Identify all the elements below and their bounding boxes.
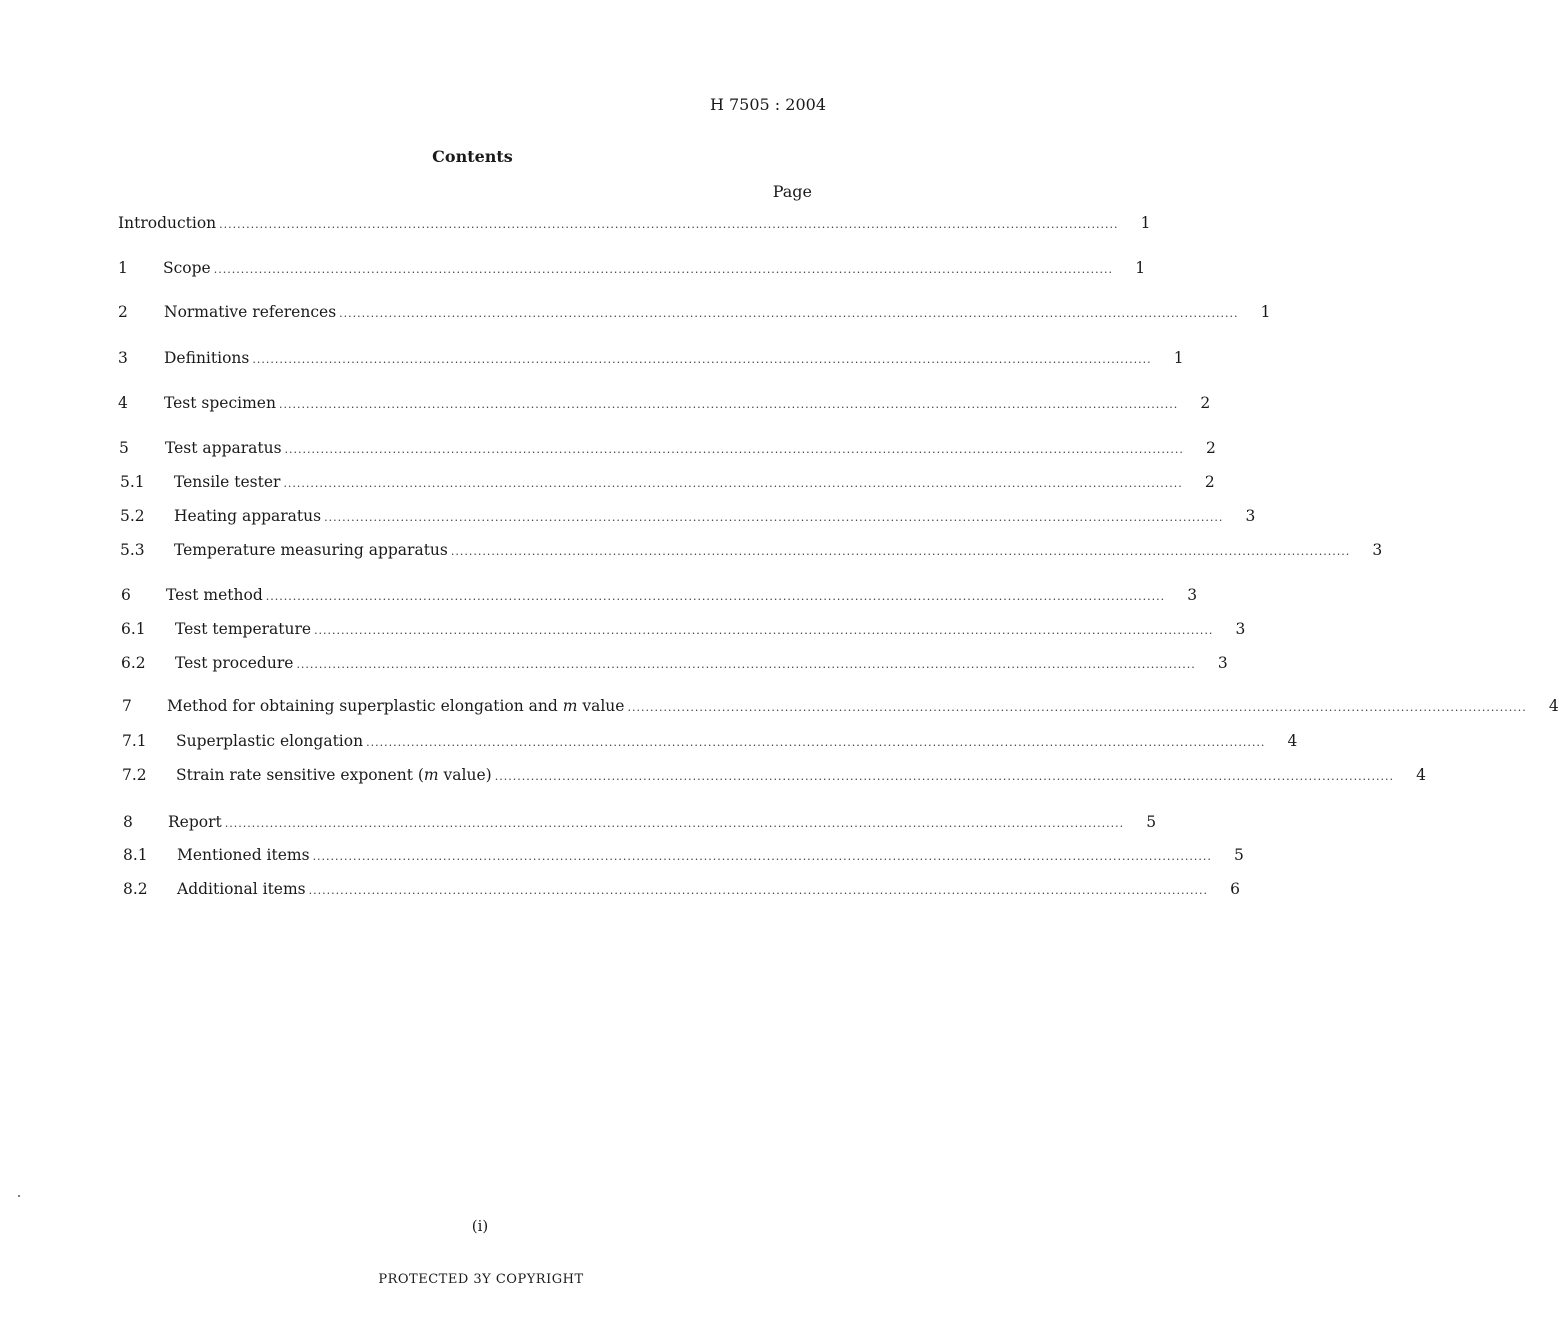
dot-leader: ........................................................................................................................................................................................................ <box>308 884 1208 897</box>
toc-entry-page: 3 <box>1235 620 1246 638</box>
toc-entry-page: 5 <box>1146 813 1157 831</box>
toc-entry-title: Report <box>168 813 222 831</box>
toc-entry-title: Test specimen <box>164 394 276 412</box>
toc-entry[interactable] <box>121 654 1228 674</box>
toc-entry-page: 2 <box>1200 394 1211 412</box>
toc-entry-title: Test method <box>166 586 263 604</box>
footer-page-number: (i) <box>471 1217 489 1235</box>
toc-entry-title: Superplastic elongation <box>176 732 364 750</box>
dot-leader: ........................................................................................................................................................................................................ <box>219 218 1119 231</box>
toc-entry-page: 3 <box>1217 654 1228 672</box>
toc-entry-title: Mentioned items <box>177 846 310 864</box>
toc-entry-page: 3 <box>1372 541 1383 559</box>
toc-entry-title: Temperature measuring apparatus <box>174 541 448 559</box>
toc-entry-number: 8 <box>123 813 133 831</box>
toc-entry[interactable] <box>122 766 1427 786</box>
toc-entry[interactable] <box>120 507 1256 527</box>
toc-entry[interactable] <box>119 439 1216 459</box>
toc-entry-title: Test procedure <box>175 654 294 672</box>
copyright-notice: PROTECTED 3Y COPYRIGHT <box>378 1272 584 1287</box>
toc-entry[interactable] <box>123 813 1157 833</box>
toc-entry-page: 4 <box>1548 697 1559 715</box>
dot-leader: ........................................................................................................................................................................................................ <box>278 398 1179 411</box>
toc-entry-page: 1 <box>1173 349 1184 367</box>
dot-leader: ........................................................................................................................................................................................................ <box>213 263 1114 276</box>
toc-entry-page: 1 <box>1260 303 1271 321</box>
dot-leader: ........................................................................................................................................................................................................ <box>252 353 1152 366</box>
toc-entry-title: Normative references <box>164 303 337 321</box>
toc-entry-page: 3 <box>1245 507 1256 525</box>
page-title: Contents <box>432 147 513 166</box>
toc-entry-number: 6.2 <box>121 654 146 672</box>
toc-entry-number: 7 <box>122 697 132 715</box>
dot-leader: ........................................................................................................................................................................................................ <box>314 624 1214 637</box>
dot-leader: ........................................................................................................................................................................................................ <box>339 307 1239 320</box>
scan-speck <box>18 1195 20 1197</box>
toc-entry[interactable] <box>122 697 1559 717</box>
dot-leader: ........................................................................................................................................................................................................ <box>312 850 1212 863</box>
toc-entry[interactable] <box>118 214 1151 234</box>
toc-entry-page: 5 <box>1234 846 1244 864</box>
toc-entry-title: Tensile tester <box>174 473 281 491</box>
toc-entry-number: 5 <box>119 439 129 457</box>
toc-entry-title: Additional items <box>177 880 306 898</box>
toc-entry-number: 6 <box>121 586 131 604</box>
toc-entry-title: Test apparatus <box>165 439 282 457</box>
toc-entry-title: Introduction <box>118 214 217 232</box>
toc-entry-page: 4 <box>1287 732 1298 750</box>
dot-leader: ........................................................................................................................................................................................................ <box>627 701 1527 714</box>
toc-entry[interactable] <box>121 586 1198 606</box>
toc-entry-page: 2 <box>1206 439 1216 457</box>
toc-entry-number: 7.1 <box>122 732 147 750</box>
toc-entry-number: 1 <box>118 259 128 277</box>
dot-leader: ........................................................................................................................................................................................................ <box>494 770 1395 783</box>
toc-entry-number: 2 <box>118 303 128 321</box>
toc-entry[interactable] <box>120 541 1383 561</box>
toc-entry-title: Method for obtaining superplastic elongation and m value <box>167 697 625 715</box>
dot-leader: ........................................................................................................................................................................................................ <box>265 590 1166 603</box>
toc-entry-number: 8.1 <box>123 846 148 864</box>
dot-leader: ........................................................................................................................................................................................................ <box>296 658 1196 671</box>
dot-leader: ........................................................................................................................................................................................................ <box>284 443 1184 456</box>
toc-entry-number: 6.1 <box>121 620 146 638</box>
toc-entry-number: 5.3 <box>120 541 145 559</box>
toc-entry[interactable] <box>122 732 1298 752</box>
toc-entry-title: Heating apparatus <box>174 507 322 525</box>
toc-entry-title: Test temperature <box>175 620 312 638</box>
toc-entry-number: 3 <box>118 349 128 367</box>
standard-number: H 7505 : 2004 <box>709 95 826 114</box>
toc-entry-title: Definitions <box>164 349 250 367</box>
toc-entry-number: 5.2 <box>120 507 145 525</box>
toc-entry[interactable] <box>118 394 1211 414</box>
toc-entry-page: 1 <box>1140 214 1151 232</box>
dot-leader: ........................................................................................................................................................................................................ <box>324 511 1224 524</box>
toc-entry[interactable] <box>118 349 1184 369</box>
toc-entry[interactable] <box>121 620 1246 640</box>
toc-entry-number: 8.2 <box>123 880 148 898</box>
toc-entry-page: 1 <box>1135 259 1146 277</box>
toc-entry-page: 3 <box>1187 586 1198 604</box>
dot-leader: ........................................................................................................................................................................................................ <box>224 817 1125 830</box>
toc-entry-title: Scope <box>163 259 211 277</box>
toc-entry[interactable] <box>118 303 1271 323</box>
toc-entry-number: 7.2 <box>122 766 147 784</box>
toc-entry-number: 4 <box>118 394 128 412</box>
page-column-label: Page <box>772 182 812 201</box>
toc-entry[interactable] <box>120 473 1215 493</box>
toc-entry-page: 2 <box>1204 473 1215 491</box>
toc-entry-page: 4 <box>1416 766 1427 784</box>
toc-entry-title: Strain rate sensitive exponent (m value) <box>176 766 492 784</box>
toc-entry[interactable] <box>118 259 1146 279</box>
toc-entry-number: 5.1 <box>120 473 145 491</box>
dot-leader: ........................................................................................................................................................................................................ <box>366 736 1266 749</box>
toc-entry[interactable] <box>123 880 1240 900</box>
dot-leader: ........................................................................................................................................................................................................ <box>283 477 1183 490</box>
dot-leader: ........................................................................................................................................................................................................ <box>450 545 1351 558</box>
toc-entry[interactable] <box>123 846 1244 866</box>
toc-entry-page: 6 <box>1230 880 1240 898</box>
